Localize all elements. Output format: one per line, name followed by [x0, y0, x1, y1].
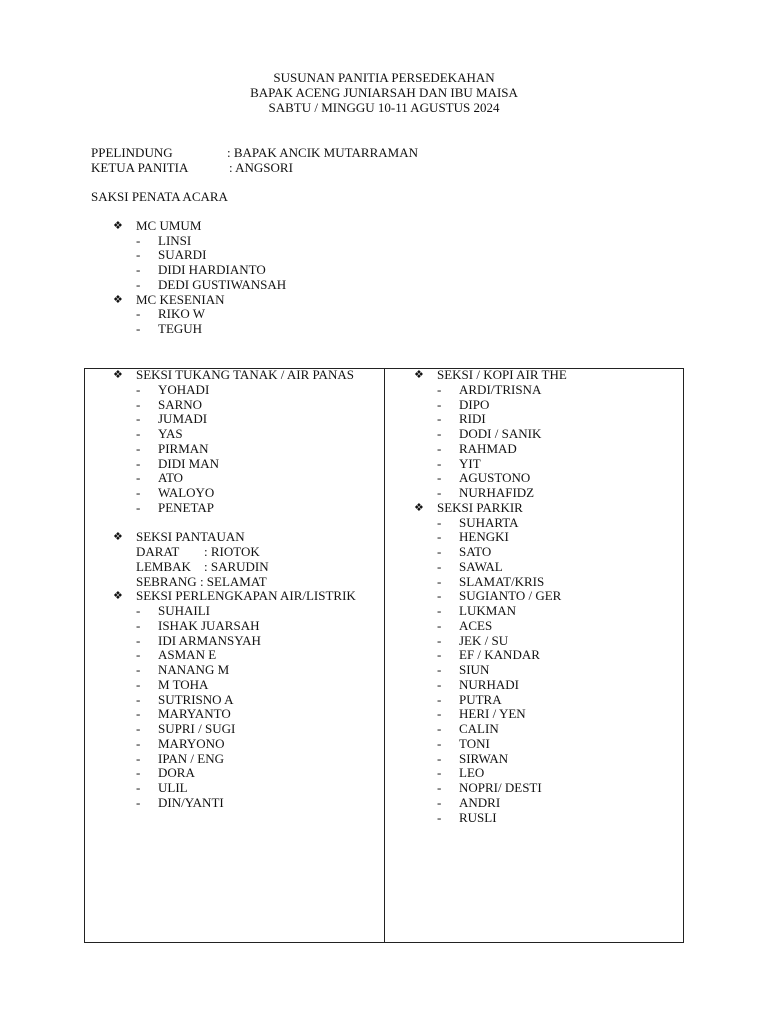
- pantauan-row: [113, 545, 356, 560]
- list-item: [113, 678, 356, 693]
- dash-bullet: -: [136, 499, 141, 515]
- list-item: [113, 471, 356, 486]
- member-name: ASMAN E: [158, 647, 217, 663]
- saksi-penata-acara: SAKSI PENATA ACARA: [91, 189, 228, 204]
- list-item: [113, 781, 356, 796]
- pelindung-label: PPELINDUNG: [91, 145, 173, 160]
- dash-bullet: -: [136, 306, 141, 322]
- list-item: [113, 307, 286, 322]
- member-name: DEDI GUSTIWANSAH: [158, 276, 287, 292]
- member-name: SIRWAN: [459, 750, 509, 766]
- column-divider: [384, 369, 385, 942]
- list-item: [414, 781, 567, 796]
- list-item: [113, 383, 356, 398]
- list-item: [414, 530, 567, 545]
- dash-bullet: -: [437, 588, 442, 604]
- list-item: [113, 427, 356, 442]
- dash-bullet: -: [437, 691, 442, 707]
- dash-bullet: -: [136, 440, 141, 456]
- dash-bullet: -: [136, 706, 141, 722]
- list-item: [414, 693, 567, 708]
- list-item: [414, 604, 567, 619]
- dash-bullet: -: [437, 558, 442, 574]
- parkir-heading: [414, 501, 567, 516]
- list-item: [414, 412, 567, 427]
- member-name: YOHADI: [158, 381, 210, 397]
- member-name: IDI ARMANSYAH: [158, 632, 261, 648]
- list-item: [414, 811, 567, 826]
- pantauan-heading: [113, 530, 356, 545]
- member-name: SUARDI: [158, 247, 207, 263]
- header-title: SUSUNAN PANITIA PERSEDEKAHAN: [273, 70, 495, 85]
- section-title: SEKSI PERLENGKAPAN AIR/LISTRIK: [136, 588, 356, 604]
- member-name: IPAN / ENG: [158, 750, 224, 766]
- pantauan-key: SEBRANG: [136, 573, 197, 589]
- list-item: [113, 796, 356, 811]
- info-block: [91, 145, 418, 175]
- list-item: [414, 383, 567, 398]
- dash-bullet: -: [437, 721, 442, 736]
- ketua-label: KETUA PANITIA: [91, 160, 189, 175]
- list-item: [113, 501, 356, 516]
- dash-bullet: -: [136, 780, 141, 795]
- member-name: YAS: [158, 426, 183, 441]
- dash-bullet: -: [136, 262, 141, 278]
- spacer: [113, 516, 356, 531]
- mc-umum-heading: [113, 219, 286, 234]
- list-item: [414, 619, 567, 634]
- list-item: [113, 663, 356, 678]
- member-name: SUHAILI: [158, 603, 210, 618]
- member-name: RUSLI: [459, 809, 497, 825]
- list-item: [414, 707, 567, 722]
- member-name: WALOYO: [158, 485, 215, 500]
- pantauan-key: LEMBAK: [136, 558, 191, 574]
- mc-umum-members: [113, 234, 286, 293]
- diamond-bullet-icon: ❖: [113, 531, 123, 544]
- list-item: [113, 619, 356, 634]
- member-name: SARNO: [158, 396, 203, 412]
- section-title: SEKSI / KOPI AIR THE: [437, 367, 567, 382]
- member-name: NOPRI/ DESTI: [459, 780, 542, 795]
- dash-bullet: -: [136, 455, 141, 471]
- perlengkapan-heading: [113, 589, 356, 604]
- pelindung-row: [91, 145, 418, 160]
- list-item: [414, 796, 567, 811]
- member-name: RAHMAD: [459, 440, 517, 456]
- list-item: [113, 412, 356, 427]
- dash-bullet: -: [437, 676, 442, 692]
- dash-bullet: -: [136, 617, 141, 633]
- member-name: ISHAK JUARSAH: [158, 617, 260, 633]
- dash-bullet: -: [437, 617, 442, 633]
- list-item: [414, 589, 567, 604]
- right-column: [414, 368, 567, 825]
- mc-kesenian-members: [113, 307, 286, 336]
- member-name: DORA: [158, 765, 195, 781]
- list-item: [414, 634, 567, 649]
- dash-bullet: -: [437, 735, 442, 751]
- dash-bullet: -: [437, 765, 442, 781]
- dash-bullet: -: [136, 470, 141, 486]
- member-name: DIDI HARDIANTO: [158, 262, 266, 278]
- list-item: [113, 604, 356, 619]
- left-column: [113, 368, 356, 811]
- dash-bullet: -: [437, 514, 442, 530]
- member-name: ANDRI: [459, 794, 501, 810]
- dash-bullet: -: [136, 381, 141, 397]
- dash-bullet: -: [437, 750, 442, 766]
- parkir-members: [414, 516, 567, 826]
- dash-bullet: -: [136, 320, 141, 336]
- member-name: TEGUH: [158, 320, 203, 336]
- member-name: ATO: [158, 470, 184, 486]
- section-title: SEKSI PARKIR: [437, 499, 523, 515]
- list-item: [113, 722, 356, 737]
- diamond-bullet-icon: ❖: [414, 369, 424, 381]
- member-name: DIDI MAN: [158, 455, 220, 471]
- list-item: [113, 234, 286, 249]
- dash-bullet: -: [437, 485, 442, 500]
- dash-bullet: -: [437, 440, 442, 456]
- dash-bullet: -: [136, 765, 141, 781]
- member-name: SUTRISNO A: [158, 691, 234, 707]
- list-item: [414, 516, 567, 531]
- ketua-value: : ANGSORI: [229, 160, 293, 175]
- perlengkapan-members: [113, 604, 356, 811]
- dash-bullet: -: [136, 426, 141, 441]
- member-name: MARYONO: [158, 735, 225, 751]
- member-name: ACES: [459, 617, 493, 633]
- member-name: ULIL: [158, 780, 188, 795]
- header-date: SABTU / MINGGU 10-11 AGUSTUS 2024: [268, 100, 500, 115]
- member-name: DODI / SANIK: [459, 426, 542, 441]
- dash-bullet: -: [136, 662, 141, 677]
- member-name: PIRMAN: [158, 440, 209, 456]
- list-item: [113, 442, 356, 457]
- pantauan-row: [113, 560, 356, 575]
- member-name: SUHARTA: [459, 514, 519, 530]
- ketua-row: [91, 160, 418, 175]
- list-item: [414, 471, 567, 486]
- member-name: TONI: [459, 735, 490, 751]
- pantauan-value: : SARUDIN: [204, 558, 269, 574]
- kopi-heading: [414, 368, 567, 383]
- member-name: SUPRI / SUGI: [158, 721, 236, 736]
- dash-bullet: -: [136, 632, 141, 648]
- list-item: [414, 678, 567, 693]
- dash-bullet: -: [437, 662, 442, 677]
- member-name: LEO: [459, 765, 485, 781]
- member-name: DIN/YANTI: [158, 794, 224, 810]
- dash-bullet: -: [437, 706, 442, 722]
- list-item: [113, 322, 286, 337]
- document-header: [0, 70, 768, 115]
- dash-bullet: -: [136, 721, 141, 736]
- list-item: [113, 752, 356, 767]
- mc-kesenian-heading: [113, 293, 286, 308]
- member-name: LINSI: [158, 232, 192, 248]
- member-name: NANANG M: [158, 662, 230, 677]
- dash-bullet: -: [437, 411, 442, 427]
- list-item: [414, 457, 567, 472]
- kopi-members: [414, 383, 567, 501]
- member-name: JEK / SU: [459, 632, 509, 648]
- member-name: PUTRA: [459, 691, 502, 707]
- list-item: [113, 486, 356, 501]
- dash-bullet: -: [437, 647, 442, 663]
- list-item: [414, 752, 567, 767]
- member-name: NURHADI: [459, 676, 519, 692]
- dash-bullet: -: [437, 603, 442, 618]
- member-name: SATO: [459, 544, 492, 559]
- diamond-bullet-icon: ❖: [113, 369, 123, 381]
- dash-bullet: -: [437, 426, 442, 441]
- header-subtitle: BAPAK ACENG JUNIARSAH DAN IBU MAISA: [250, 85, 518, 100]
- dash-bullet: -: [437, 529, 442, 545]
- dash-bullet: -: [437, 544, 442, 559]
- mc-list: [113, 219, 286, 337]
- member-name: NURHAFIDZ: [459, 485, 535, 500]
- diamond-bullet-icon: ❖: [113, 293, 123, 306]
- section-title: SEKSI TUKANG TANAK / AIR PANAS: [136, 367, 354, 382]
- list-item: [414, 663, 567, 678]
- list-item: [414, 648, 567, 663]
- list-item: [113, 648, 356, 663]
- member-name: JUMADI: [158, 411, 208, 427]
- member-name: HENGKI: [459, 529, 509, 545]
- list-item: [113, 457, 356, 472]
- dash-bullet: -: [136, 735, 141, 751]
- diamond-bullet-icon: ❖: [113, 220, 123, 232]
- section-title: MC UMUM: [136, 218, 202, 233]
- list-item: [414, 545, 567, 560]
- dash-bullet: -: [437, 632, 442, 648]
- list-item: [414, 560, 567, 575]
- dash-bullet: -: [136, 794, 141, 810]
- member-name: YIT: [459, 455, 481, 471]
- tukang-tanak-members: [113, 383, 356, 516]
- pantauan-value: : SELAMAT: [199, 573, 267, 589]
- list-item: [414, 486, 567, 501]
- dash-bullet: -: [437, 809, 442, 825]
- member-name: RIKO W: [158, 306, 206, 322]
- list-item: [113, 263, 286, 278]
- member-name: AGUSTONO: [459, 470, 531, 486]
- dash-bullet: -: [437, 573, 442, 589]
- member-name: M TOHA: [158, 676, 209, 692]
- member-name: PENETAP: [158, 499, 215, 515]
- committee-table: [84, 368, 684, 943]
- pantauan-value: : RIOTOK: [204, 544, 260, 559]
- dash-bullet: -: [136, 276, 141, 292]
- list-item: [113, 248, 286, 263]
- dash-bullet: -: [437, 396, 442, 412]
- dash-bullet: -: [437, 381, 442, 397]
- list-item: [113, 278, 286, 293]
- dash-bullet: -: [136, 232, 141, 248]
- list-item: [113, 766, 356, 781]
- tukang-tanak-heading: [113, 368, 356, 383]
- list-item: [113, 634, 356, 649]
- list-item: [113, 737, 356, 752]
- dash-bullet: -: [136, 691, 141, 707]
- list-item: [113, 398, 356, 413]
- dash-bullet: -: [437, 794, 442, 810]
- member-name: SAWAL: [459, 558, 503, 574]
- dash-bullet: -: [437, 455, 442, 471]
- list-item: [113, 693, 356, 708]
- list-item: [414, 737, 567, 752]
- list-item: [414, 575, 567, 590]
- list-item: [414, 766, 567, 781]
- list-item: [414, 722, 567, 737]
- diamond-bullet-icon: ❖: [113, 590, 123, 603]
- member-name: SIUN: [459, 662, 490, 677]
- member-name: MARYANTO: [158, 706, 231, 722]
- member-name: DIPO: [459, 396, 490, 412]
- member-name: ARDI/TRISNA: [459, 381, 542, 397]
- dash-bullet: -: [136, 247, 141, 263]
- pelindung-value: : BAPAK ANCIK MUTARRAMAN: [227, 145, 418, 160]
- member-name: LUKMAN: [459, 603, 517, 618]
- member-name: HERI / YEN: [459, 706, 526, 722]
- dash-bullet: -: [136, 411, 141, 427]
- list-item: [113, 707, 356, 722]
- dash-bullet: -: [136, 603, 141, 618]
- list-item: [414, 398, 567, 413]
- dash-bullet: -: [136, 750, 141, 766]
- diamond-bullet-icon: ❖: [414, 501, 424, 514]
- member-name: RIDI: [459, 411, 486, 427]
- list-item: [414, 427, 567, 442]
- section-title: SEKSI PANTAUAN: [136, 529, 245, 545]
- member-name: CALIN: [459, 721, 499, 736]
- dash-bullet: -: [437, 470, 442, 486]
- dash-bullet: -: [136, 485, 141, 500]
- pantauan-row: [113, 575, 356, 590]
- dash-bullet: -: [136, 647, 141, 663]
- list-item: [414, 442, 567, 457]
- member-name: SLAMAT/KRIS: [459, 573, 545, 589]
- dash-bullet: -: [437, 780, 442, 795]
- member-name: SUGIANTO / GER: [459, 588, 562, 604]
- pantauan-key: DARAT: [136, 544, 180, 559]
- dash-bullet: -: [136, 396, 141, 412]
- section-title: MC KESENIAN: [136, 291, 225, 307]
- dash-bullet: -: [136, 676, 141, 692]
- member-name: EF / KANDAR: [459, 647, 540, 663]
